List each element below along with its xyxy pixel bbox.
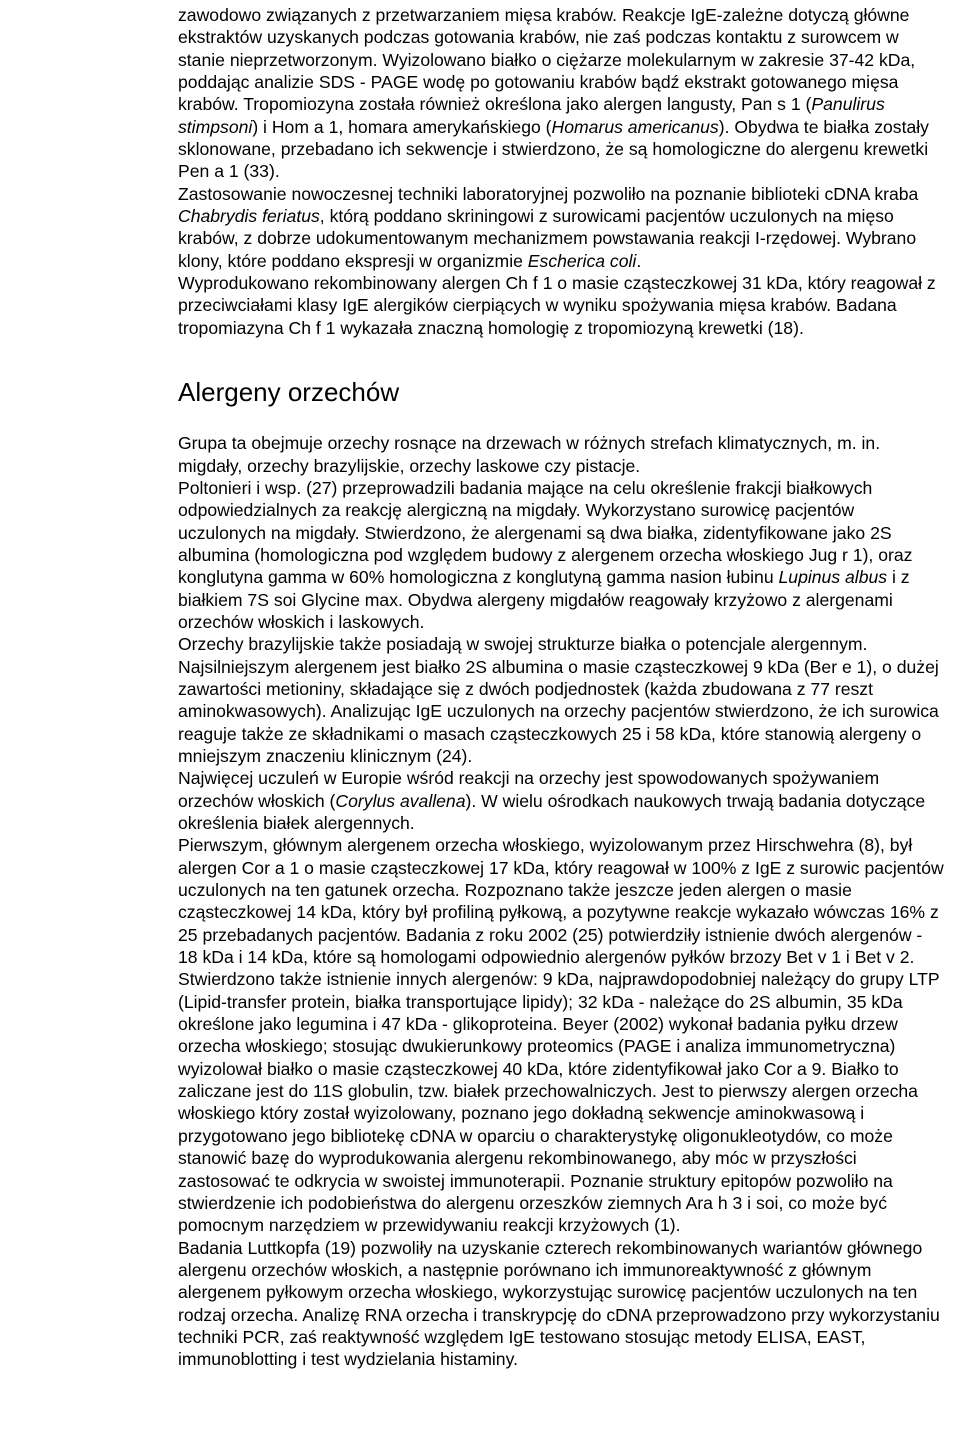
paragraph [178, 432, 946, 477]
text-run: ). Obydwa te białka zostały sklonowane, przebadano ich sekwencje i stwierdzono, że są homologiczne do alergenu krewetki Pen a 1 (33). [178, 116, 929, 182]
italic-species-name: Corylus avallena [335, 790, 466, 811]
text-run: Badania Luttkopfa (19) pozwoliły na uzyskanie czterech rekombinowanych wariantów głównego alergenu orzechów włoskich, a następnie porównano ich immunoreaktywność z głównym alergenem pyłkowym orzecha włoskiego, wykorzystując surowicę pacjentów uczulonych na ten rodzaj orzecha. Analizę RNA orzecha i transkrypcję do cDNA przeprowadzono przy wykorzystaniu techniki PCR, zaś reaktywność względem IgE testowano stosując metody ELISA, EAST, immunoblotting i test wydzielania histaminy. [178, 1237, 940, 1370]
italic-species-name: Homarus americanus [551, 116, 719, 137]
section-nut-allergens [178, 432, 946, 1370]
italic-species-name: Lupinus albus [778, 567, 888, 588]
text-run: . [636, 250, 642, 271]
paragraph [178, 183, 946, 272]
text-run: Najwięcej uczuleń w Europie wśród reakcji na orzechy jest spowodowanych spożywaniem orzechów włoskich ( [178, 768, 880, 811]
paragraph [178, 272, 946, 339]
text-run: zawodowo związanych z przetwarzaniem mięsa krabów. Reakcje IgE-zależne dotyczą główne ekstraktów uzyskanych podczas gotowania krabów, nie zaś podczas kontaktu z surowcem w stanie nieprzetworzonym. Wyizolowano białko o ciężarze molekularnym w zakresie 37-42 kDa, poddając analizie SDS - PAGE wodę po gotowaniu krabów bądź ekstrakt gotowanego mięsa krabów. Tropomiozyna została również określona jako alergen langusty, Pan s 1 ( [178, 5, 916, 115]
italic-species-name: Panulirus stimpsoni [178, 94, 885, 137]
paragraph [178, 477, 946, 633]
paragraph [178, 834, 946, 1236]
text-run: Wyprodukowano rekombinowany alergen Ch f 1 o masie cząsteczkowej 31 kDa, który reagował z przeciwciałami klasy IgE alergików cierpiących w wyniku spożywania mięsa krabów. Badana tropomiazyna Ch f 1 wykazała znaczną homologię z tropomiozyną krewetki (18). [178, 273, 936, 338]
italic-species-name: Escherica coli [527, 250, 637, 271]
section-crab-allergens [178, 4, 946, 339]
text-run: Grupa ta obejmuje orzechy rosnące na drzewach w różnych strefach klimatycznych, m. in. migdały, orzechy brazylijskie, orzechy laskowe czy pistacje. [178, 433, 881, 476]
text-run: Poltonieri i wsp. (27) przeprowadzili badania mające na celu określenie frakcji białkowych odpowiedzialnych za reakcję alergiczną na migdały. Wykorzystano surowicę pacjentów uczulonych na migdały. Stwierdzono, że alergenami są dwa białka, zidentyfikowane jako 2S albumina (homologiczna pod względem budowy z alergenem orzecha włoskiego Jug r 1), oraz konglutyna gamma w 60% homologiczna z konglutyną gamma nasion łubinu [178, 477, 913, 588]
text-run: Pierwszym, głównym alergenem orzecha włoskiego, wyizolowanym przez Hirschwehra (8), był alergen Cor a 1 o masie cząsteczkowej 17 kDa, który reagował w 100% z IgE z surowic pacjentów uczulonych na ten gatunek orzecha. Rozpoznano także jeszcze jeden alergen o masie cząsteczkowej 14 kDa, który był profiliną pyłkową, a pozytywne reakcje wykazało wówczas 16% z 25 przebadanych pacjentów. Badania z roku 2002 (25) potwierdziły istnienie dwóch alergenów - 18 kDa i 14 kDa, które są homologami odpowiednio alergenów pyłków brzozy Bet v 1 i Bet v 2. Stwierdzono także istnienie innych alergenów: 9 kDa, najprawdopodobniej należący do grupy LTP (Lipid-transfer protein, białka transportujące lipidy); 32 kDa - należące do 2S albumin, 35 kDa określone jako legumina i 47 kDa - glikoproteina. Beyer (2002) wykonał badania pyłku drzew orzecha włoskiego; stosując dwukierunkowy proteomics (PAGE i analiza immunometryczna) wyizolował białko o masie cząsteczkowej 40 kDa, które zidentyfikował jako Cor a 9. Białko to zaliczane jest do 11S globulin, tzw. białek przechowalniczych. Jest to pierwszy alergen orzecha włoskiego który został wyizolowany, poznano jego dokładną sekwencje aminokwasową i przygotowano jego bibliotekę cDNA w oparciu o charakterystykę oligonukleotydów, co może stanowić bazę do wyprodukowania alergenu rekombinowanego, aby móc w przyszłości zastosować te odkrycia w swoistej immunoterapii. Poznanie struktury epitopów pozwoliło na stwierdzenie ich podobieństwa do alergenu orzeszków ziemnych Ara h 3 i soi, co może być pomocnym narzędziem w przewidywaniu reakcji krzyżowych (1). [178, 835, 944, 1236]
paragraph [178, 767, 946, 834]
document-page [178, 4, 946, 1371]
text-run: i z białkiem 7S soi Glycine max. Obydwa alergeny migdałów reagowały krzyżowo z alergenami orzechów włoskich i laskowych. [178, 567, 910, 632]
paragraph [178, 633, 946, 767]
text-run: ) i Hom a 1, homara amerykańskiego ( [252, 116, 552, 137]
paragraph [178, 4, 946, 183]
text-run: Orzechy brazylijskie także posiadają w swojej strukturze białka o potencjale alergennym. Najsilniejszym alergenem jest białko 2S albumina o masie cząsteczkowej 9 kDa (Ber e 1), o dużej zawartości metioniny, składające się z dwóch podjednostek (każda zbudowana z 77 reszt aminokwasowych). Analizując IgE uczulonych na orzechy pacjentów stwierdzono, że ich surowica reaguje także ze składnikami o masach cząsteczkowych 25 i 58 kDa, które stanowią alergeny o mniejszym znaczeniu klinicznym (24). [178, 634, 939, 766]
text-run: ). W wielu ośrodkach naukowych trwają badania dotyczące określenia białek alergennych. [178, 790, 926, 833]
text-run: Zastosowanie nowoczesnej techniki laboratoryjnej pozwoliło na poznanie biblioteki cDNA kraba [178, 183, 919, 204]
text-run: , którą poddano skriningowi z surowicami pacjentów uczulonych na mięso krabów, z dobrze udokumentowanym mechanizmem powstawania reakcji I-rzędowej. Wybrano klony, które poddano ekspresji w organizmie [178, 206, 917, 271]
section-heading: Alergeny orzechów [178, 377, 400, 408]
italic-species-name: Chabrydis feriatus [178, 206, 320, 227]
paragraph [178, 1237, 946, 1371]
